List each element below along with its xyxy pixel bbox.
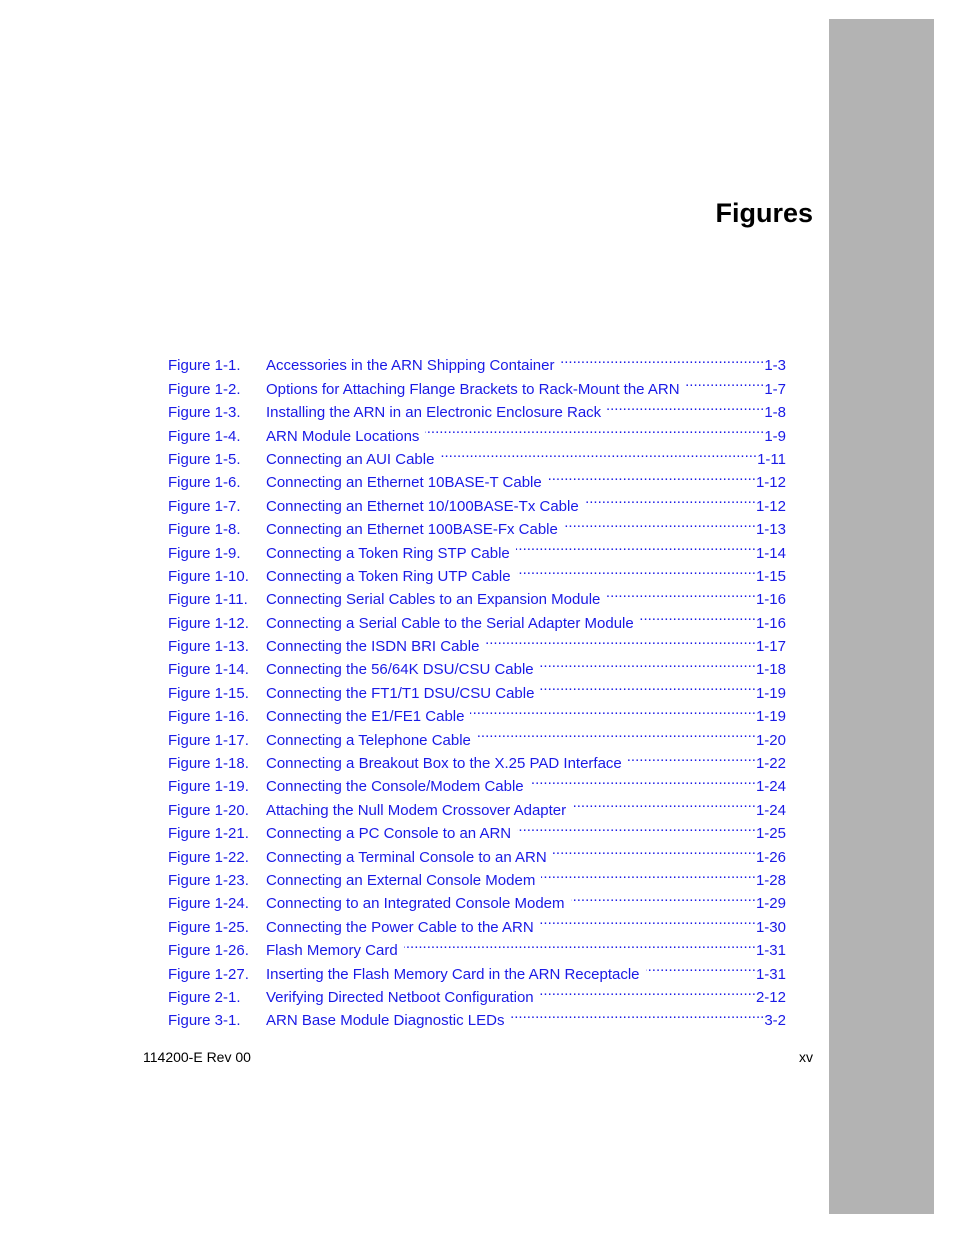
toc-entry-title[interactable]: Connecting the E1/FE1 Cable: [266, 708, 465, 726]
toc-dot-leader: [540, 908, 756, 931]
figures-list: [168, 347, 786, 1030]
toc-entry-title[interactable]: Installing the ARN in an Electronic Enclosure Rack: [266, 404, 602, 422]
toc-entry-title[interactable]: Verifying Directed Netboot Configuration: [266, 988, 534, 1006]
toc-entry-title[interactable]: Connecting a PC Console to an ARN: [266, 825, 512, 843]
toc-entry-number: Figure 1-26.: [168, 942, 249, 960]
toc-dot-leader: [585, 487, 756, 510]
toc-dot-leader: [540, 674, 756, 697]
toc-entry-number: Figure 1-22.: [168, 848, 249, 866]
toc-dot-leader: [540, 979, 756, 1002]
toc-entry-title[interactable]: Connecting an Ethernet 10BASE-T Cable: [266, 474, 542, 492]
toc-entry-title[interactable]: Attaching the Null Modem Crossover Adapter: [266, 801, 567, 819]
toc-entry-number: Figure 1-19.: [168, 778, 249, 796]
toc-entry-number: Figure 1-12.: [168, 614, 249, 632]
toc-entry-page[interactable]: 1-22: [755, 755, 786, 773]
toc-entry-page[interactable]: 1-28: [755, 871, 786, 889]
toc-entry-page[interactable]: 1-26: [755, 848, 786, 866]
toc-entry-title[interactable]: Connecting a Token Ring UTP Cable: [266, 567, 511, 585]
toc-entry-page[interactable]: 1-19: [755, 708, 786, 726]
toc-entry-title[interactable]: Connecting the FT1/T1 DSU/CSU Cable: [266, 684, 535, 702]
toc-entry-title[interactable]: Inserting the Flash Memory Card in the ARN Receptacle: [266, 965, 640, 983]
side-thumb-tab: [829, 19, 934, 1214]
toc-entry-number: Figure 1-13.: [168, 638, 249, 656]
toc-entry-number: Figure 1-27.: [168, 965, 249, 983]
toc-dot-leader: [606, 581, 756, 604]
toc-entry-title[interactable]: Connecting a Breakout Box to the X.25 PAD Interface: [266, 755, 622, 773]
toc-entry-number: Figure 1-21.: [168, 825, 249, 843]
toc-entry-title[interactable]: Connecting a Token Ring STP Cable: [266, 544, 510, 562]
toc-entry-page[interactable]: 1-29: [755, 895, 786, 913]
toc-entry-page[interactable]: 1-18: [755, 661, 786, 679]
toc-entry-page[interactable]: 1-3: [764, 357, 786, 375]
footer-doc-number: 114200-E Rev 00: [143, 1049, 251, 1065]
toc-entry-number: Figure 1-8.: [168, 521, 241, 539]
toc-entry-page[interactable]: 1-31: [755, 965, 786, 983]
toc-entry-page[interactable]: 1-20: [755, 731, 786, 749]
toc-dot-leader: [530, 768, 756, 791]
toc-entry-title[interactable]: Connecting to an Integrated Console Modem: [266, 895, 565, 913]
toc-entry-title[interactable]: Connecting an External Console Modem: [266, 871, 536, 889]
toc-entry-page[interactable]: 1-30: [755, 918, 786, 936]
toc-entry-number: Figure 1-16.: [168, 708, 249, 726]
toc-entry-title[interactable]: Connecting Serial Cables to an Expansion Module: [266, 591, 601, 609]
toc-entry-page[interactable]: 1-15: [755, 567, 786, 585]
toc-dot-leader: [477, 721, 756, 744]
toc-dot-leader: [517, 558, 756, 581]
toc-dot-leader: [561, 347, 765, 370]
toc-entry-title[interactable]: Connecting the Power Cable to the ARN: [266, 918, 534, 936]
toc-entry-page[interactable]: 1-12: [755, 474, 786, 492]
toc-entry-title[interactable]: Connecting the ISDN BRI Cable: [266, 638, 480, 656]
toc-entry-title[interactable]: Flash Memory Card: [266, 942, 398, 960]
toc-entry-title[interactable]: Connecting an AUI Cable: [266, 450, 435, 468]
toc-entry-number: Figure 1-4.: [168, 427, 241, 445]
toc-dot-leader: [540, 651, 756, 674]
page-title: Figures: [715, 198, 813, 228]
toc-dot-leader: [628, 745, 756, 768]
toc-entry-number: Figure 1-1.: [168, 357, 241, 375]
toc-entry-page[interactable]: 1-7: [764, 380, 786, 398]
toc-dot-leader: [470, 698, 756, 721]
toc-entry-number: Figure 1-20.: [168, 801, 249, 819]
toc-entry-page[interactable]: 1-19: [755, 684, 786, 702]
toc-dot-leader: [510, 1002, 764, 1025]
toc-entry-number: Figure 3-1.: [168, 1012, 241, 1030]
toc-dot-leader: [646, 955, 756, 978]
toc-entry-title[interactable]: Connecting a Telephone Cable: [266, 731, 471, 749]
toc-entry-page[interactable]: 1-11: [757, 450, 786, 468]
toc-dot-leader: [607, 394, 764, 417]
toc-entry-number: Figure 1-3.: [168, 404, 241, 422]
toc-entry-number: Figure 2-1.: [168, 988, 241, 1006]
toc-entry-page[interactable]: 1-9: [764, 427, 786, 445]
toc-dot-leader: [553, 838, 756, 861]
toc-entry-number: Figure 1-5.: [168, 450, 241, 468]
toc-dot-leader: [564, 511, 756, 534]
toc-entry-page[interactable]: 1-31: [755, 942, 786, 960]
toc-entry-title[interactable]: Connecting the Console/Modem Cable: [266, 778, 524, 796]
toc-entry-page[interactable]: 1-16: [755, 591, 786, 609]
toc-entry-title[interactable]: Accessories in the ARN Shipping Container: [266, 357, 555, 375]
toc-dot-leader: [425, 417, 764, 440]
toc-entry-page[interactable]: 2-12: [755, 988, 786, 1006]
toc-entry-page[interactable]: 1-17: [755, 638, 786, 656]
toc-entry-number: Figure 1-9.: [168, 544, 241, 562]
toc-entry-page[interactable]: 1-8: [764, 404, 786, 422]
toc-entry-title[interactable]: ARN Base Module Diagnostic LEDs: [266, 1012, 505, 1030]
toc-dot-leader: [548, 464, 756, 487]
toc-entry-number: Figure 1-14.: [168, 661, 249, 679]
toc-dot-leader: [440, 441, 757, 464]
toc-entry-number: Figure 1-6.: [168, 474, 241, 492]
toc-entry-title[interactable]: Connecting an Ethernet 10/100BASE-Tx Cable: [266, 497, 579, 515]
toc-entry-page[interactable]: 1-24: [755, 801, 786, 819]
toc-entry-page[interactable]: 3-2: [764, 1012, 786, 1030]
toc-entry-title[interactable]: Connecting an Ethernet 100BASE-Fx Cable: [266, 521, 558, 539]
toc-entry-number: Figure 1-24.: [168, 895, 249, 913]
toc-entry-page[interactable]: 1-16: [755, 614, 786, 632]
toc-entry-page[interactable]: 1-25: [755, 825, 786, 843]
toc-dot-leader: [572, 791, 756, 814]
toc-entry-number: Figure 1-23.: [168, 871, 249, 889]
toc-entry-title[interactable]: ARN Module Locations: [266, 427, 420, 445]
toc-entry-title[interactable]: Options for Attaching Flange Brackets to Rack-Mount the ARN: [266, 380, 680, 398]
toc-dot-leader: [516, 534, 756, 557]
toc-entry-number: Figure 1-10.: [168, 567, 249, 585]
toc-entry-page[interactable]: 1-13: [755, 521, 786, 539]
toc-entry-number: Figure 1-15.: [168, 684, 249, 702]
toc-entry-number: Figure 1-7.: [168, 497, 241, 515]
toc-entry-number: Figure 1-18.: [168, 755, 249, 773]
toc-entry-number: Figure 1-17.: [168, 731, 249, 749]
toc-entry-number: Figure 1-2.: [168, 380, 241, 398]
footer-page-number: xv: [799, 1049, 813, 1065]
toc-dot-leader: [541, 862, 756, 885]
toc-dot-leader: [640, 604, 756, 627]
toc-entry-number: Figure 1-25.: [168, 918, 249, 936]
toc-dot-leader: [686, 370, 765, 393]
toc-entry-title[interactable]: Connecting a Terminal Console to an ARN: [266, 848, 547, 866]
toc-entry-page[interactable]: 1-24: [755, 778, 786, 796]
toc-entry[interactable]: [168, 347, 786, 375]
toc-dot-leader: [404, 932, 756, 955]
toc-entry-title[interactable]: Connecting the 56/64K DSU/CSU Cable: [266, 661, 534, 679]
toc-entry-page[interactable]: 1-12: [755, 497, 786, 515]
toc-dot-leader: [517, 815, 756, 838]
toc-entry-number: Figure 1-11.: [168, 591, 248, 609]
toc-dot-leader: [571, 885, 756, 908]
toc-dot-leader: [485, 628, 756, 651]
toc-entry-page[interactable]: 1-14: [755, 544, 786, 562]
toc-entry-title[interactable]: Connecting a Serial Cable to the Serial Adapter Module: [266, 614, 634, 632]
